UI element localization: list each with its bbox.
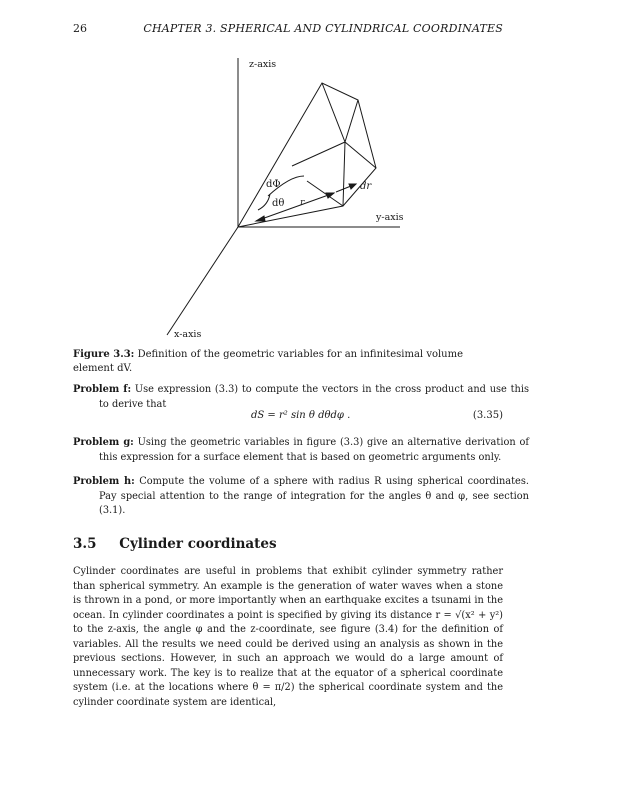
- volume-element-outline: [238, 83, 376, 227]
- caption-label: Figure 3.3:: [73, 349, 135, 360]
- problem-h-text: Compute the volume of a sphere with radius R using spherical coordinates. Pay special attention to the range of integration for the angles θ and φ, see section (3.1).: [99, 476, 530, 516]
- r-arrowhead: [256, 216, 265, 221]
- dr-arrowhead: [349, 184, 356, 189]
- problem-f-label: Problem f:: [73, 384, 132, 395]
- section-heading: [73, 536, 277, 552]
- equation-number: (3.35): [472, 410, 503, 421]
- dr-label: dr: [360, 181, 372, 192]
- equation-formula: dS = r² sin θ dθdφ .: [251, 410, 351, 421]
- problem-g-text: Using the geometric variables in figure (3.3) give an alternative derivation of this expression for a surface element that is based on geometric arguments only.: [99, 437, 529, 463]
- page-number: 26: [73, 22, 87, 35]
- running-header: [73, 22, 503, 38]
- problem-h-label: Problem h:: [73, 476, 135, 487]
- chapter-title: CHAPTER 3. SPHERICAL AND CYLINDRICAL COORDINATES: [143, 22, 503, 35]
- problem-f: [73, 383, 529, 412]
- problem-h: [73, 475, 529, 519]
- dtheta-label: dθ: [272, 198, 285, 209]
- caption-text: Definition of the geometric variables for an infinitesimal volume element dV.: [73, 349, 464, 374]
- z-axis-label: z-axis: [249, 59, 277, 70]
- problem-f-text: Use expression (3.3) to compute the vectors in the cross product and use this to derive that: [99, 384, 529, 410]
- figure-caption: [73, 348, 503, 376]
- section-title: Cylinder coordinates: [119, 536, 277, 552]
- r-arrow: [256, 193, 334, 221]
- problem-g: [73, 436, 529, 465]
- equation-3-35: [73, 410, 503, 426]
- dphi-label: dΦ: [266, 179, 281, 190]
- x-axis-line: [167, 227, 238, 335]
- section-number: 3.5: [73, 536, 97, 552]
- y-axis-label: y-axis: [376, 212, 404, 223]
- figure-volume-element: [0, 50, 617, 350]
- problem-g-label: Problem g:: [73, 437, 134, 448]
- x-axis-label: x-axis: [174, 329, 202, 340]
- dtheta-arc: [258, 194, 270, 210]
- r-label: r: [300, 198, 305, 208]
- body-paragraph: Cylinder coordinates are useful in problems that exhibit cylinder symmetry rather than spherical symmetry. An example is the generation of water waves when a stone is thrown in a pond, or more importantly when an earthquake excites a tsunami in the ocean. In cylinder coordinates a point is specified by giving its distance r = √(x² + y²) to the z-axis, the angle φ and the z-coordinate, see figure (3.4) for the definition of variables. All the results we need could be derived using an analysis as shown in the previous sections. However, in such an approach we would do a large amount of unnecessary work. The key is to realize that at the equator of a spherical coordinate system (i.e. at the locations where θ = π/2) the spherical coordinate system and the cylinder coordinate system are identical,: [73, 566, 503, 708]
